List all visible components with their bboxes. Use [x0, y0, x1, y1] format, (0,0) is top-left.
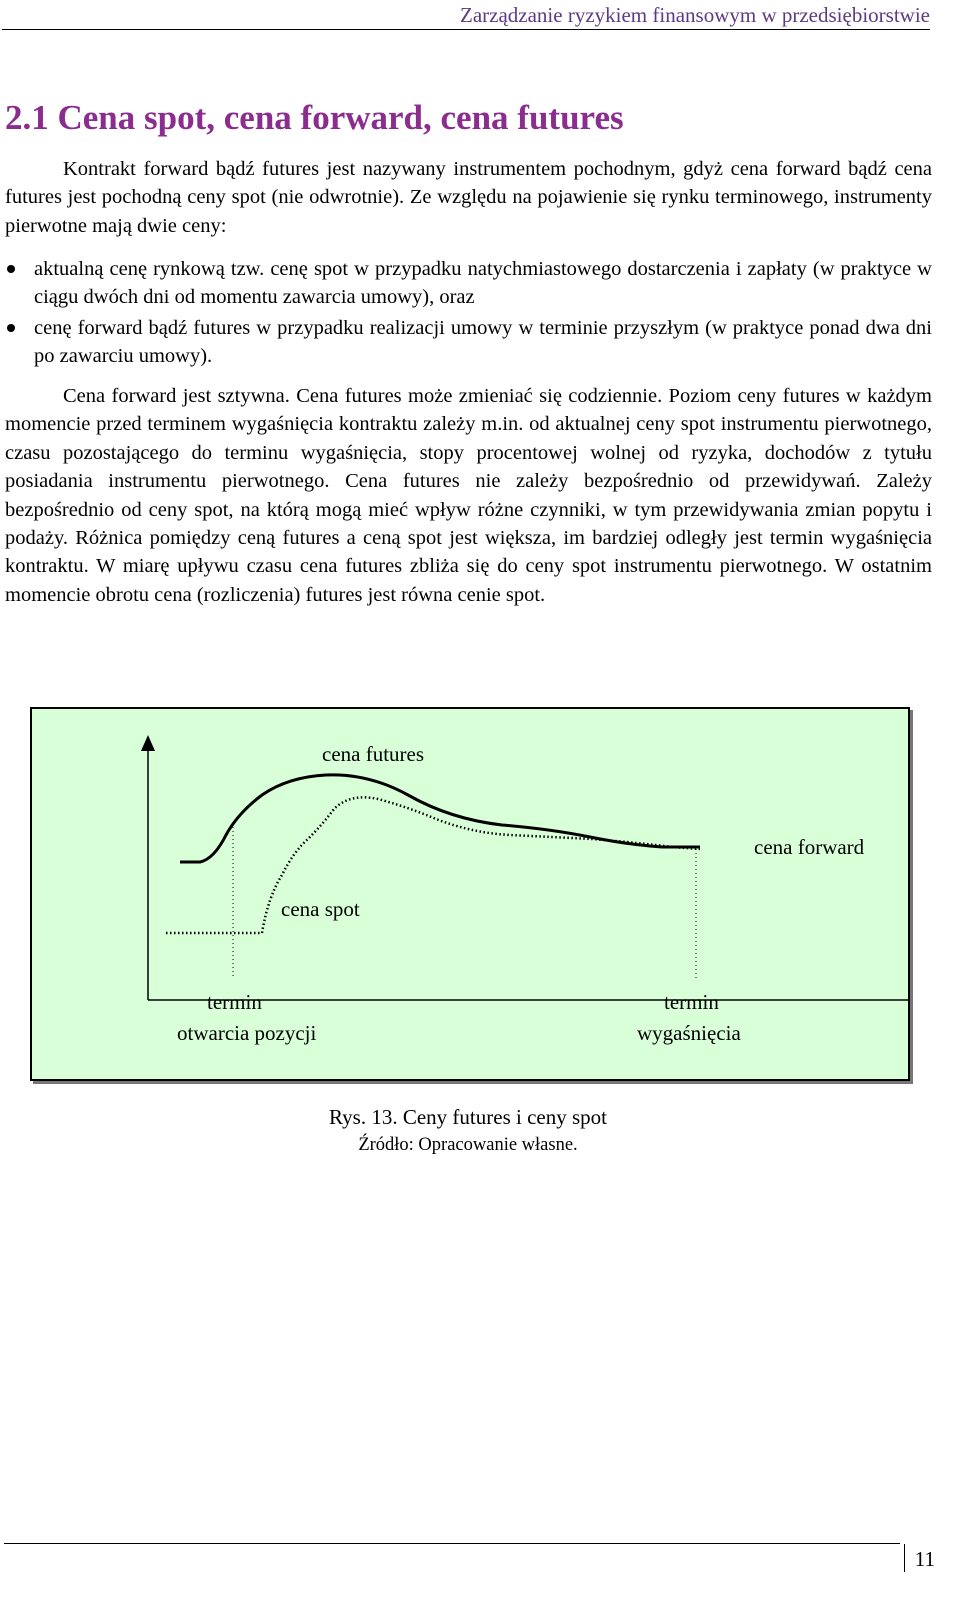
open-position-label-line2: otwarcia pozycji [177, 1021, 317, 1045]
bullet-text: aktualną cenę rynkową tzw. cenę spot w przypadku natychmiastowego dostarczenia i zapłaty (w praktyce w ciągu dwóch dni od momentu zawarcia umowy), oraz [34, 258, 932, 309]
price-diagram [32, 709, 908, 1079]
footer-rule [4, 1543, 900, 1544]
y-axis-arrow-icon [141, 735, 155, 751]
section-title: 2.1 Cena spot, cena forward, cena futures [5, 98, 624, 137]
main-paragraph: Cena forward jest sztywna. Cena futures może zmieniać się codziennie. Poziom ceny futures w każdym momencie przed terminem wygaśnięcia kontraktu zależy m.in. od aktualnej ceny spot instrumentu pierwotnego, czasu pozostającego do terminu wygaśnięcia, stopy procentowej wolnej od ryzyka, dochodów z tytułu posiadania instrumentu pierwotnego. Cena futures nie zależy bezpośrednio od przewidywań. Zależy bezpośrednio od ceny spot, na którą mogą mieć wpływ różne czynniki, w tym przewidywania zmian popytu i podaży. Różnica pomiędzy ceną futures a ceną spot jest większa, im bardziej odległy jest termin wygaśnięcia kontraktu. W miarę upływu czasu cena futures zbliża się do ceny spot instrumentu pierwotnego. W ostatnim momencie obrotu cena (rozliczenia) futures jest równa cenie spot. [5, 385, 932, 606]
bullet-icon [7, 265, 15, 273]
running-header: Zarządzanie ryzykiem finansowym w przedsiębiorstwie [460, 3, 930, 27]
page-number: 11 [904, 1544, 935, 1572]
expiry-label-line2: wygaśnięcia [637, 1021, 741, 1045]
bullet-icon [7, 324, 15, 332]
futures-price-label: cena futures [322, 742, 425, 766]
spot-curve [166, 797, 700, 933]
bullet-item-forward [5, 314, 932, 371]
bullet-list [5, 255, 932, 373]
forward-price-label: cena forward [754, 835, 865, 859]
figure-caption: Rys. 13. Ceny futures i ceny spot [329, 1105, 607, 1129]
spot-price-label: cena spot [281, 897, 360, 921]
bullet-item-spot [5, 255, 932, 312]
header-rule [2, 29, 930, 30]
expiry-label-line1: termin [664, 990, 719, 1014]
futures-curve [180, 775, 700, 862]
figure-source: Źródło: Opracowanie własne. [358, 1135, 578, 1155]
bullet-text: cenę forward bądź futures w przypadku realizacji umowy w terminie przyszłym (w praktyce ponad dwa dni po zawarciu umowy). [34, 316, 932, 368]
open-position-label-line1: termin [207, 990, 262, 1014]
figure-box [30, 707, 910, 1081]
intro-paragraph: Kontrakt forward bądź futures jest nazywany instrumentem pochodnym, gdyż cena forward bądź cena futures jest pochodną ceny spot (nie odwrotnie). Ze względu na pojawienie się rynku terminowego, instrumenty pierwotne mają dwie ceny: [5, 158, 932, 237]
